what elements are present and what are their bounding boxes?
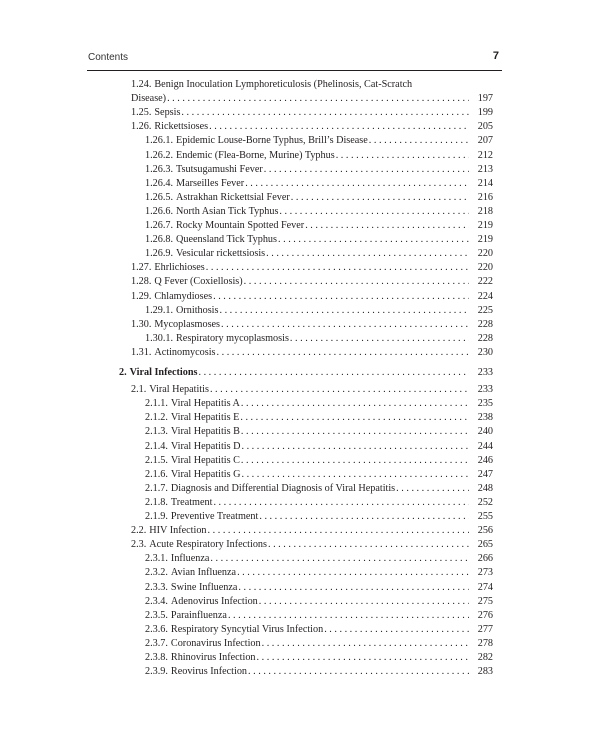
dot-leader [167,92,469,106]
toc-entry-title: Avian Influenza [170,567,237,579]
toc-entry-number: 2.3.8. [145,652,168,663]
dot-leader [266,247,469,261]
dot-leader [305,219,469,233]
toc-entry-number: 1.27. [131,262,152,274]
toc-entry[interactable] [145,219,493,233]
toc-entry[interactable] [145,482,493,496]
toc-entry[interactable] [131,261,493,275]
toc-entry[interactable] [145,609,493,623]
toc-entry-number: 1.26.2. [145,149,174,161]
dot-leader [241,440,469,454]
toc-entry-page: 216 [477,191,493,203]
toc-entry-title: Swine Influenza [170,581,238,593]
toc-entry-page: 212 [477,149,493,161]
toc-entry-number: 2.3.4. [145,595,168,607]
toc-entry[interactable] [131,524,493,538]
toc-entry-number: 2.1.9. [145,511,168,522]
toc-entry-page: 220 [477,262,493,274]
toc-entry-title: Vesicular rickettsiosis [176,248,266,260]
toc-entry-number: 1.26.8. [145,234,174,246]
toc-entry-title: North Asian Tick Typhus [176,205,279,217]
toc-entry-number: 1.26.9. [145,248,174,260]
dot-leader [336,149,469,163]
toc-entry-page: 240 [477,426,493,438]
dot-leader [181,106,469,120]
toc-entry-page: 246 [477,454,493,466]
page-number: 7 [492,50,499,62]
toc-entry[interactable] [145,397,493,411]
toc-entry-page: 230 [477,346,493,358]
toc-entry[interactable] [145,163,493,177]
toc-entry-title: Viral Infections [129,367,198,378]
toc-entry[interactable] [145,595,493,609]
toc-entry-page: 222 [477,276,493,288]
toc-entry-number: 2.3.9. [145,666,168,678]
dot-leader [324,623,469,637]
toc-entry-title: Actinomycosis [154,346,216,358]
toc-entry-title-line1: Benign Inoculation Lymphoreticulosis (Phelinosis, Cat-Scratch [154,79,413,90]
header-rule [87,70,502,71]
toc-entry-title: Mycoplasmoses [154,318,221,330]
toc-entry-title: Viral Hepatitis A [170,398,240,410]
dot-leader [237,566,469,580]
toc-entry-page: 277 [477,623,493,635]
toc-entry[interactable] [145,552,493,566]
toc-entry-page: 255 [477,511,493,522]
toc-entry[interactable] [145,205,493,219]
dot-leader [208,524,469,538]
toc-entry-number: 1.26.5. [145,191,174,203]
toc-entry[interactable] [145,247,493,261]
toc-entry-title: Adenovirus Infection [170,595,258,607]
toc-chapter-entry[interactable] [119,366,493,380]
toc-entry-number: 1.26.4. [145,177,174,189]
toc-entry[interactable] [131,346,493,360]
toc-entry[interactable] [145,440,493,454]
toc-entry-number: 2.1.3. [145,426,168,438]
dot-leader [209,120,469,134]
toc-entry-number: 2.1.4. [145,440,168,452]
toc-entry-page: 219 [477,234,493,246]
toc-entry-title: Influenza [170,553,210,565]
dot-leader [228,609,469,623]
toc-entry[interactable] [145,191,493,205]
toc-entry-page: 276 [477,609,493,621]
toc-entry-number: 1.25. [131,107,152,119]
dot-leader [198,366,469,380]
dot-leader [257,651,469,665]
toc-entry-number: 2.1.6. [145,468,168,480]
toc-entry[interactable] [145,332,493,346]
dot-leader [290,332,469,346]
toc-entry[interactable] [131,275,493,289]
toc-entry[interactable] [145,454,493,468]
toc-entry-title: Viral Hepatitis [149,384,209,396]
toc-entry-page: 275 [477,595,493,607]
toc-entry-title: Rhinovirus Infection [170,652,256,663]
toc-entry[interactable] [145,566,493,580]
toc-entry[interactable] [131,318,493,332]
dot-leader [221,318,469,332]
toc-entry-page: 220 [477,248,493,260]
dot-leader [244,275,469,289]
dot-leader [259,595,469,609]
toc-entry-title: Preventive Treatment [170,511,259,522]
toc-entry-number: 1.30. [131,318,152,330]
toc-entry-title: HIV Infection [149,525,207,537]
toc-entry-page: 233 [477,384,493,396]
dot-leader [279,205,469,219]
toc-entry-page: 265 [477,539,493,551]
toc-entry[interactable] [145,623,493,637]
toc-entry[interactable] [131,383,493,397]
dot-leader [219,304,469,318]
toc-entry-title: Viral Hepatitis C [170,454,240,466]
toc-entry[interactable] [145,651,493,665]
toc-entry-title: Treatment [170,496,213,508]
dot-leader [241,425,469,439]
toc-entry[interactable] [131,92,493,106]
toc-entry-first-line [131,78,493,92]
toc-entry-title: Viral Hepatitis E [170,412,240,424]
toc-entry-title: Rocky Mountain Spotted Fever [176,220,305,231]
toc-entry-title: Ehrlichioses [154,262,205,274]
toc-entry-page: 207 [477,135,493,147]
toc-entry-title: Queensland Tick Typhus [176,234,277,246]
toc-entry-number: 2.1. [131,384,147,396]
toc-entry[interactable] [145,411,493,425]
toc-entry-number: 1.24. [131,79,152,90]
toc-entry[interactable] [145,425,493,439]
toc-entry-number: 2.3.2. [145,567,168,579]
toc-entry[interactable] [145,496,493,510]
toc-entry[interactable] [145,134,493,148]
toc-entry-page: 235 [477,398,493,410]
dot-leader [238,581,469,595]
toc-entry-number: 2.1.8. [145,496,168,508]
toc-entry[interactable] [131,106,493,120]
toc-entry-title: Q Fever (Coxiellosis) [154,276,243,288]
toc-entry[interactable] [145,637,493,651]
toc-entry-number: 2.3.6. [145,623,168,635]
toc-entry-number: 2.3.1. [145,553,168,565]
toc-entry-page: 247 [477,468,493,480]
toc-entry-title: Diagnosis and Differential Diagnosis of Viral Hepatitis [170,482,396,494]
toc-entry-page: 266 [477,553,493,565]
toc-entry-number: 2.1.2. [145,412,168,424]
toc-entry[interactable] [145,665,493,679]
toc-entry-number: 1.28. [131,276,152,288]
toc-entry-title: Sepsis [154,107,181,119]
toc-entry-page: 273 [477,567,493,579]
toc-entry-title: Marseilles Fever [176,177,245,189]
toc-entry-page: 205 [477,121,493,133]
toc-entry-title: Viral Hepatitis D [170,440,241,452]
toc-entry-title: Viral Hepatitis B [170,426,240,438]
toc-entry-page: 224 [477,290,493,302]
dot-leader [278,233,469,247]
toc-entry[interactable] [145,177,493,191]
dot-leader [396,482,469,496]
toc-entry-page: 213 [477,163,493,175]
toc-entry-page: 197 [477,93,493,105]
toc-entry-title: Viral Hepatitis G [170,468,241,480]
toc-entry-page: 248 [477,482,493,494]
toc-entry-title: Ornithosis [176,304,219,316]
dot-leader [213,496,469,510]
toc-entry-title: Astrakhan Rickettsial Fever [176,191,290,203]
dot-leader [213,290,469,304]
toc-entry[interactable] [131,120,493,134]
dot-leader [262,637,469,651]
toc-entry-title: Parainfluenza [170,609,227,621]
dot-leader [241,468,469,482]
toc-entry-page: 282 [477,652,493,663]
toc-entry-title: Reovirus Infection [170,666,248,678]
toc-entry-number: 2.1.7. [145,482,168,494]
toc-entry-page: 244 [477,440,493,452]
toc-entry-number: 2.1.5. [145,454,168,466]
toc-entry[interactable] [131,538,493,552]
toc-entry-number: 1.26. [131,121,152,133]
dot-leader [210,552,469,566]
dot-leader [240,411,469,425]
toc-entry-page: 228 [477,318,493,330]
dot-leader [217,346,470,360]
toc-entry-title: Endemic (Flea-Borne, Murine) Typhus [176,149,335,161]
toc-entry-title: Rickettsioses [154,121,209,133]
dot-leader [206,261,469,275]
toc-entry-page: 283 [477,666,493,678]
toc-entry-title: Respiratory mycoplasmosis [176,332,289,344]
toc-entry-number: 2.3.3. [145,581,168,593]
dot-leader [241,454,469,468]
toc-entry-number: 1.30.1. [145,332,174,344]
toc-entry[interactable] [131,290,493,304]
toc-entry[interactable] [145,149,493,163]
dot-leader [291,191,469,205]
toc-entry-title: Epidemic Louse-Borne Typhus, Brill’s Disease [176,135,368,147]
dot-leader [259,510,469,524]
toc-entry-title: Coronavirus Infection [170,637,261,649]
toc-entry-page: 233 [477,367,493,378]
toc-entry-number: 2.3.7. [145,637,168,649]
dot-leader [369,134,469,148]
toc-entry-title: Respiratory Syncytial Virus Infection [170,623,324,635]
running-title: Contents [88,52,129,63]
toc-entry-number: 1.26.1. [145,135,174,147]
toc-entry-number: 2.3. [131,539,147,551]
toc-entry-number: 1.29.1. [145,304,174,316]
toc-entry[interactable] [145,510,493,524]
toc-entry-number: 1.26.6. [145,205,174,217]
dot-leader [210,383,469,397]
dot-leader [241,397,469,411]
dot-leader [248,665,469,679]
toc-entry-page: 256 [477,525,493,537]
toc-entry-page: 225 [477,304,493,316]
toc-entry-page: 278 [477,637,493,649]
toc-entry[interactable] [145,304,493,318]
toc-entry-page: 219 [477,220,493,231]
toc-entry-page: 214 [477,177,493,189]
page-header [88,50,501,66]
toc-entry-title: Tsutsugamushi Fever [176,163,263,175]
dot-leader [245,177,469,191]
toc-entry-page: 252 [477,496,493,508]
toc-entry-title: Chlamydioses [154,290,213,302]
dot-leader [264,163,469,177]
toc-entry[interactable] [145,233,493,247]
toc-entry[interactable] [145,581,493,595]
toc-entry-page: 238 [477,412,493,424]
toc-entry-number: 1.26.7. [145,220,174,231]
toc-entry-number: 1.29. [131,290,152,302]
toc-entry-number: 2.1.1. [145,398,168,410]
toc-entry[interactable] [145,468,493,482]
toc-entry-number: 2. [119,367,127,378]
toc-entry-number: 2.2. [131,525,147,537]
toc-entry-page: 199 [477,107,493,119]
toc-entry-number: 1.26.3. [145,163,174,175]
toc-entry-number: 1.31. [131,346,152,358]
toc-entry-page: 274 [477,581,493,593]
toc-entry-page: 218 [477,205,493,217]
toc-entry-title: Disease) [131,93,167,105]
dot-leader [268,538,469,552]
toc-entry-title: Acute Respiratory Infections [149,539,267,551]
toc-entry-number: 2.3.5. [145,609,168,621]
toc-entry-page: 228 [477,332,493,344]
